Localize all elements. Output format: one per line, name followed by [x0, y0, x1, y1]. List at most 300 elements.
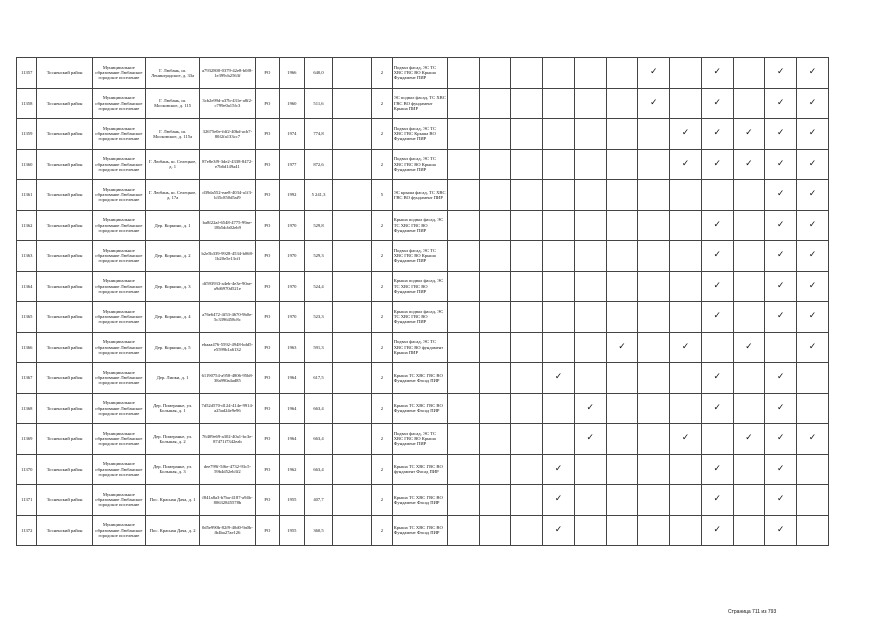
kind-cell: РО: [255, 454, 280, 485]
work-type-cell: [606, 210, 638, 241]
works-cell: Крыша ТС ХВС ГВС ВО Фундамент Фасад ПИР: [392, 393, 447, 424]
work-type-cell: [797, 210, 829, 241]
work-type-cell: [606, 454, 638, 485]
work-type-cell: [670, 454, 702, 485]
work-type-cell: [447, 271, 479, 302]
work-type-cell: [447, 119, 479, 150]
checkmark-icon: ✓: [649, 97, 658, 108]
empty-cell: [333, 58, 372, 89]
count-cell: 2: [372, 241, 392, 272]
work-type-cell: [670, 271, 702, 302]
count-cell: 5: [372, 180, 392, 211]
work-type-cell: [638, 271, 670, 302]
municipality-cell: Муниципальное образование Любанское городское поселение: [92, 332, 145, 363]
work-type-cell: [606, 302, 638, 333]
work-type-cell: [733, 332, 765, 363]
empty-cell: [333, 393, 372, 424]
kind-cell: РО: [255, 424, 280, 455]
checkmark-icon: ✓: [808, 219, 817, 230]
area-cell: 407,7: [304, 485, 333, 516]
checkmark-icon: ✓: [554, 494, 563, 505]
work-type-cell: [447, 332, 479, 363]
works-cell: Подвал фасад, ЭС ТС ХВС ГВС ВО Крыша Фундамент ПИР: [392, 58, 447, 89]
year-cell: 1970: [280, 302, 305, 333]
work-type-cell: [543, 241, 575, 272]
work-type-cell: [797, 241, 829, 272]
count-cell: 2: [372, 363, 392, 394]
checkmark-icon: ✓: [713, 494, 721, 505]
work-type-cell: [765, 271, 797, 302]
year-cell: 1964: [280, 424, 305, 455]
checkmark-icon: ✓: [554, 372, 563, 383]
empty-cell: [333, 119, 372, 150]
empty-cell: [333, 210, 372, 241]
work-type-cell: [701, 485, 733, 516]
checkmark-icon: ✓: [713, 280, 721, 291]
year-cell: 1963: [280, 332, 305, 363]
checkmark-icon: ✓: [586, 433, 595, 444]
checkmark-icon: ✓: [713, 463, 721, 474]
work-type-cell: [765, 58, 797, 89]
work-type-cell: [574, 210, 606, 241]
checkmark-icon: ✓: [713, 128, 721, 139]
guid-cell: ebaaa476-5592-4948-bdd5-e5599b1a6132: [200, 332, 255, 363]
work-type-cell: [701, 363, 733, 394]
municipality-cell: Муниципальное образование Любанское городское поселение: [92, 119, 145, 150]
address-cell: Дер. Липки, д. 1: [145, 363, 199, 394]
count-cell: 2: [372, 210, 392, 241]
kind-cell: РО: [255, 149, 280, 180]
address-cell: Пос. Красная Дача, д. 2: [145, 515, 199, 546]
checkmark-icon: ✓: [776, 402, 785, 413]
empty-cell: [333, 88, 372, 119]
work-type-cell: [606, 485, 638, 516]
work-type-cell: [638, 302, 670, 333]
guid-cell: d39da552-eae8-4034-a1f3-b35c850d5af9: [200, 180, 255, 211]
work-type-cell: [606, 88, 638, 119]
work-type-cell: [670, 332, 702, 363]
table-row: [17, 180, 829, 211]
year-cell: 1977: [280, 149, 305, 180]
kind-cell: РО: [255, 119, 280, 150]
checkmark-icon: ✓: [776, 128, 785, 139]
district-cell: Тосненский район: [37, 149, 92, 180]
table-row: [17, 149, 829, 180]
count-cell: 2: [372, 485, 392, 516]
work-type-cell: [543, 302, 575, 333]
address-cell: Дер. Померанье, ул. Большая, д. 2: [145, 424, 199, 455]
checkmark-icon: ✓: [808, 189, 817, 200]
row-number-cell: 11363: [17, 241, 37, 272]
kind-cell: РО: [255, 88, 280, 119]
work-type-cell: [574, 180, 606, 211]
address-cell: Г. Любань, ш. Ленинградское, д. 33а: [145, 58, 199, 89]
works-cell: Крыша ТС ХВС ГВС ВО Фундамент Фасад ПИР: [392, 363, 447, 394]
work-type-cell: [670, 180, 702, 211]
table-row: [17, 454, 829, 485]
empty-cell: [333, 180, 372, 211]
work-type-cell: [479, 302, 511, 333]
work-type-cell: [733, 424, 765, 455]
table-row: [17, 515, 829, 546]
table-row: [17, 424, 829, 455]
district-cell: Тосненский район: [37, 241, 92, 272]
work-type-cell: [765, 180, 797, 211]
works-cell: Подвал фасад, ЭС ТС ХВС ГВС ВО фундамент Крыша ПИР: [392, 332, 447, 363]
row-number-cell: 11357: [17, 58, 37, 89]
work-type-cell: [574, 149, 606, 180]
work-type-cell: [670, 363, 702, 394]
year-cell: 1966: [280, 58, 305, 89]
area-cell: 617,5: [304, 363, 333, 394]
work-type-cell: [797, 271, 829, 302]
checkmark-icon: ✓: [776, 433, 785, 444]
work-type-cell: [670, 119, 702, 150]
work-type-cell: [733, 149, 765, 180]
checkmark-icon: ✓: [745, 433, 753, 444]
area-cell: 663,4: [304, 393, 333, 424]
work-type-cell: [447, 302, 479, 333]
work-type-cell: [447, 363, 479, 394]
count-cell: 2: [372, 424, 392, 455]
work-type-cell: [733, 119, 765, 150]
work-type-cell: [479, 515, 511, 546]
row-number-cell: 11364: [17, 271, 37, 302]
work-type-cell: [479, 424, 511, 455]
checkmark-icon: ✓: [808, 341, 817, 352]
work-type-cell: [797, 515, 829, 546]
work-type-cell: [797, 332, 829, 363]
year-cell: 1970: [280, 271, 305, 302]
district-cell: Тосненский район: [37, 363, 92, 394]
work-type-cell: [479, 241, 511, 272]
checkmark-icon: ✓: [745, 128, 753, 139]
checkmark-icon: ✓: [681, 341, 690, 352]
work-type-cell: [511, 271, 543, 302]
count-cell: 2: [372, 88, 392, 119]
guid-cell: a7932800-0379-42e8-b0f8-1e399cb2563f: [200, 58, 255, 89]
work-type-cell: [765, 393, 797, 424]
work-type-cell: [543, 454, 575, 485]
work-type-cell: [733, 515, 765, 546]
checkmark-icon: ✓: [776, 463, 785, 474]
row-number-cell: 11368: [17, 393, 37, 424]
work-type-cell: [638, 332, 670, 363]
guid-cell: 87e8e3f9-3de2-4338-8472-e7b6d149a41: [200, 149, 255, 180]
district-cell: Тосненский район: [37, 271, 92, 302]
guid-cell: dee799f-5f6e-4732-93c5-59b4d52eb3f2: [200, 454, 255, 485]
work-type-cell: [543, 393, 575, 424]
year-cell: 1955: [280, 485, 305, 516]
work-type-cell: [638, 119, 670, 150]
work-type-cell: [701, 271, 733, 302]
checkmark-icon: ✓: [776, 280, 785, 291]
work-type-cell: [447, 180, 479, 211]
checkmark-icon: ✓: [776, 524, 785, 535]
work-type-cell: [479, 149, 511, 180]
table-row: [17, 241, 829, 272]
checkmark-icon: ✓: [776, 311, 785, 322]
checkmark-icon: ✓: [808, 280, 817, 291]
address-cell: Г. Любань, ш. Московское, д. 115: [145, 88, 199, 119]
work-type-cell: [765, 302, 797, 333]
empty-cell: [333, 485, 372, 516]
row-number-cell: 11359: [17, 119, 37, 150]
checkmark-icon: ✓: [713, 372, 721, 383]
work-type-cell: [447, 58, 479, 89]
work-type-cell: [606, 58, 638, 89]
work-type-cell: [733, 88, 765, 119]
row-number-cell: 11370: [17, 454, 37, 485]
work-type-cell: [543, 515, 575, 546]
work-type-cell: [797, 149, 829, 180]
district-cell: Тосненский район: [37, 332, 92, 363]
address-cell: Дер. Коркино, д. 1: [145, 210, 199, 241]
kind-cell: РО: [255, 210, 280, 241]
work-type-cell: [733, 454, 765, 485]
work-type-cell: [511, 424, 543, 455]
kind-cell: РО: [255, 271, 280, 302]
work-type-cell: [701, 58, 733, 89]
work-type-cell: [765, 454, 797, 485]
empty-cell: [333, 515, 372, 546]
district-cell: Тосненский район: [37, 393, 92, 424]
work-type-cell: [479, 332, 511, 363]
work-type-cell: [701, 515, 733, 546]
table-row: [17, 119, 829, 150]
count-cell: 2: [372, 58, 392, 89]
work-type-cell: [797, 485, 829, 516]
work-type-cell: [606, 363, 638, 394]
kind-cell: РО: [255, 58, 280, 89]
work-type-cell: [543, 88, 575, 119]
work-type-cell: [543, 424, 575, 455]
work-type-cell: [765, 485, 797, 516]
area-cell: 529,8: [304, 210, 333, 241]
work-type-cell: [574, 302, 606, 333]
work-type-cell: [701, 424, 733, 455]
work-type-cell: [765, 424, 797, 455]
row-number-cell: 11361: [17, 180, 37, 211]
work-type-cell: [797, 119, 829, 150]
address-cell: Дер. Померанье, ул. Большая, д. 3: [145, 454, 199, 485]
works-cell: Крыша подвал фасад, ЭС ТС ХВС ГВС ВО Фундамент ПИР: [392, 210, 447, 241]
work-type-cell: [797, 180, 829, 211]
housing-register-table: [16, 57, 829, 546]
work-type-cell: [765, 515, 797, 546]
checkmark-icon: ✓: [776, 158, 785, 169]
work-type-cell: [638, 485, 670, 516]
count-cell: 2: [372, 454, 392, 485]
work-type-cell: [701, 88, 733, 119]
row-number-cell: 11371: [17, 485, 37, 516]
work-type-cell: [574, 454, 606, 485]
works-cell: Крыша ТС ХВС ГВС ВО Фундамент Фасад ПИР: [392, 485, 447, 516]
guid-cell: b2e5b339-9928-4534-b068-1b20e5e13cff: [200, 241, 255, 272]
work-type-cell: [574, 485, 606, 516]
empty-cell: [333, 241, 372, 272]
work-type-cell: [479, 485, 511, 516]
municipality-cell: Муниципальное образование Любанское городское поселение: [92, 424, 145, 455]
year-cell: 1964: [280, 393, 305, 424]
checkmark-icon: ✓: [681, 158, 690, 169]
work-type-cell: [479, 210, 511, 241]
work-type-cell: [670, 515, 702, 546]
area-cell: 640,0: [304, 58, 333, 89]
checkmark-icon: ✓: [776, 67, 785, 78]
work-type-cell: [638, 363, 670, 394]
work-type-cell: [638, 424, 670, 455]
work-type-cell: [511, 302, 543, 333]
empty-cell: [333, 149, 372, 180]
work-type-cell: [733, 210, 765, 241]
year-cell: 1960: [280, 88, 305, 119]
work-type-cell: [670, 302, 702, 333]
district-cell: Тосненский район: [37, 485, 92, 516]
municipality-cell: Муниципальное образование Любанское городское поселение: [92, 454, 145, 485]
work-type-cell: [797, 454, 829, 485]
kind-cell: РО: [255, 515, 280, 546]
work-type-cell: [543, 149, 575, 180]
work-type-cell: [511, 58, 543, 89]
row-number-cell: 11367: [17, 363, 37, 394]
work-type-cell: [511, 241, 543, 272]
work-type-cell: [670, 149, 702, 180]
row-number-cell: 11365: [17, 302, 37, 333]
empty-cell: [333, 302, 372, 333]
table-row: [17, 363, 829, 394]
work-type-cell: [638, 393, 670, 424]
checkmark-icon: ✓: [586, 402, 595, 413]
municipality-cell: Муниципальное образование Любанское городское поселение: [92, 393, 145, 424]
work-type-cell: [670, 241, 702, 272]
work-type-cell: [574, 363, 606, 394]
kind-cell: РО: [255, 485, 280, 516]
work-type-cell: [606, 180, 638, 211]
address-cell: Г. Любань, ш. Селецкое, д. 17а: [145, 180, 199, 211]
count-cell: 2: [372, 119, 392, 150]
checkmark-icon: ✓: [776, 189, 785, 200]
area-cell: 360,5: [304, 515, 333, 546]
checkmark-icon: ✓: [776, 494, 785, 505]
work-type-cell: [765, 332, 797, 363]
checkmark-icon: ✓: [681, 433, 690, 444]
municipality-cell: Муниципальное образование Любанское городское поселение: [92, 302, 145, 333]
work-type-cell: [765, 241, 797, 272]
checkmark-icon: ✓: [776, 250, 785, 261]
kind-cell: РО: [255, 393, 280, 424]
district-cell: Тосненский район: [37, 119, 92, 150]
kind-cell: РО: [255, 180, 280, 211]
row-number-cell: 11366: [17, 332, 37, 363]
work-type-cell: [701, 241, 733, 272]
work-type-cell: [543, 210, 575, 241]
work-type-cell: [797, 363, 829, 394]
work-type-cell: [447, 485, 479, 516]
checkmark-icon: ✓: [808, 67, 817, 78]
work-type-cell: [447, 241, 479, 272]
year-cell: 1962: [280, 454, 305, 485]
district-cell: Тосненский район: [37, 424, 92, 455]
checkmark-icon: ✓: [713, 402, 721, 413]
address-cell: Дер. Померанье, ул. Большая, д. 1: [145, 393, 199, 424]
checkmark-icon: ✓: [713, 97, 721, 108]
district-cell: Тосненский район: [37, 515, 92, 546]
checkmark-icon: ✓: [713, 67, 721, 78]
municipality-cell: Муниципальное образование Любанское городское поселение: [92, 210, 145, 241]
table-row: [17, 88, 829, 119]
work-type-cell: [638, 210, 670, 241]
district-cell: Тосненский район: [37, 58, 92, 89]
work-type-cell: [511, 119, 543, 150]
row-number-cell: 11358: [17, 88, 37, 119]
work-type-cell: [479, 180, 511, 211]
municipality-cell: Муниципальное образование Любанское городское поселение: [92, 363, 145, 394]
work-type-cell: [701, 393, 733, 424]
works-cell: ЭС крыша фасад, ТС ХВС ГВС ВО фундамент ПИР: [392, 180, 447, 211]
work-type-cell: [543, 58, 575, 89]
work-type-cell: [797, 302, 829, 333]
area-cell: 591,3: [304, 332, 333, 363]
works-cell: Подвал фасад, ЭС ТС ХВС ГВС ВО Крыша Фундамент ПИР: [392, 241, 447, 272]
work-type-cell: [511, 485, 543, 516]
work-type-cell: [733, 271, 765, 302]
checkmark-icon: ✓: [808, 250, 817, 261]
work-type-cell: [511, 393, 543, 424]
area-cell: 872,6: [304, 149, 333, 180]
checkmark-icon: ✓: [681, 128, 690, 139]
guid-cell: 3cb2e99d-a37b-431e-a8f2-c799e0a15fc3: [200, 88, 255, 119]
checkmark-icon: ✓: [649, 67, 658, 78]
municipality-cell: Муниципальное образование Любанское городское поселение: [92, 88, 145, 119]
work-type-cell: [543, 363, 575, 394]
works-cell: Крыша ТС ХВС ГВС ВО Фундамент Фасад ПИР: [392, 515, 447, 546]
checkmark-icon: ✓: [808, 311, 817, 322]
table-body: [17, 58, 829, 546]
municipality-cell: Муниципальное образование Любанское городское поселение: [92, 58, 145, 89]
empty-cell: [333, 363, 372, 394]
address-cell: Дер. Коркино, д. 4: [145, 302, 199, 333]
work-type-cell: [511, 180, 543, 211]
work-type-cell: [606, 515, 638, 546]
works-cell: Крыша ТС ХВС ГВС ВО фундамент Фасад ПИР: [392, 454, 447, 485]
work-type-cell: [765, 119, 797, 150]
works-cell: Подвал фасад, ЭС ТС ХВС ГВС ВО Крыша Фундамент ПИР: [392, 149, 447, 180]
checkmark-icon: ✓: [713, 524, 721, 535]
work-type-cell: [447, 393, 479, 424]
work-type-cell: [670, 393, 702, 424]
work-type-cell: [670, 58, 702, 89]
table-row: [17, 485, 829, 516]
work-type-cell: [447, 210, 479, 241]
work-type-cell: [638, 515, 670, 546]
works-cell: Крыша подвал фасад, ЭС ТС ХВС ГВС ВО Фундамент ПИР: [392, 302, 447, 333]
work-type-cell: [765, 88, 797, 119]
area-cell: 511,6: [304, 88, 333, 119]
work-type-cell: [797, 88, 829, 119]
year-cell: 1955: [280, 515, 305, 546]
municipality-cell: Муниципальное образование Любанское городское поселение: [92, 241, 145, 272]
municipality-cell: Муниципальное образование Любанское городское поселение: [92, 149, 145, 180]
table-row: [17, 393, 829, 424]
work-type-cell: [574, 119, 606, 150]
area-cell: 663,4: [304, 424, 333, 455]
row-number-cell: 11372: [17, 515, 37, 546]
work-type-cell: [701, 302, 733, 333]
work-type-cell: [638, 58, 670, 89]
work-type-cell: [606, 332, 638, 363]
work-type-cell: [670, 88, 702, 119]
